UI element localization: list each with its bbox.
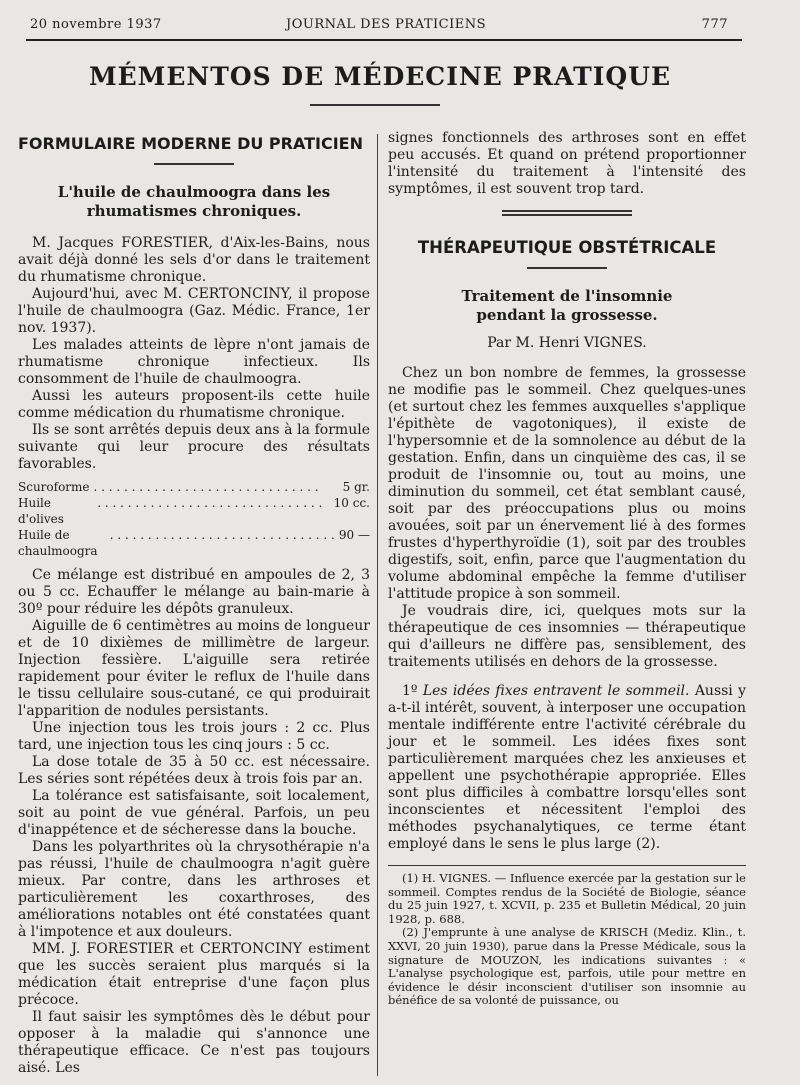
- footnote-rule: [388, 865, 746, 866]
- article-separator: [502, 210, 632, 216]
- paragraph: Une injection tous les trois jours : 2 cc. Plus tard, une injection tous les cinq jours : 5 cc.: [18, 720, 370, 753]
- paragraph: Ils se sont arrêtés depuis deux ans à la formule suivante qui leur procure des résultats favorables.: [18, 422, 370, 472]
- paragraph: La dose totale de 35 à 50 cc. est nécessaire. Les séries sont répétées deux à trois fois par an.: [18, 754, 370, 787]
- column-divider: [377, 134, 378, 1076]
- recipe-item: Huile de chaulmoogra: [18, 528, 98, 558]
- article-title-insomnie-2: pendant la grossesse.: [476, 306, 658, 324]
- point-number: 1º: [402, 683, 418, 699]
- paragraph: La tolérance est satisfaisante, soit localement, soit au point de vue général. Parfois, un peu d'inappétence et de sécheresse dans la bouche.: [18, 788, 370, 838]
- section-rule: [154, 163, 234, 165]
- section-rule: [527, 267, 607, 269]
- paragraph: Chez un bon nombre de femmes, la grossesse ne modifie pas le sommeil. Chez quelques-unes (et surtout chez les femmes auxquelles s'applique l'épithète de vagotoniques), il existe de l'hypersomnie et de la somnolence au début de la gestation. Enfin, dans un cinquième des cas, il se produit de l'insomnie ou, tout au moins, une diminution du sommeil, cet état semblant causé, soit par des préoccupations plus ou moins avouées, soit par un énervement lié à des formes frustes d'hyperthyroïdie (1), soit par des troubles digestifs, soit, enfin, parce que l'augmentation du volume abdominal empêche la femme d'utiliser l'attitude propice à son sommeil.: [388, 365, 746, 602]
- right-column: [388, 130, 746, 1008]
- recipe-table: [18, 479, 370, 559]
- paragraph: Dans les polyarthrites où la chrysothérapie n'a pas réussi, l'huile de chaulmoogra n'agit guère mieux. Par contre, dans les arthroses et particulièrement les coxarthroses, des améliorations notables ont été constatées quant à l'impotence et aux douleurs.: [18, 839, 370, 940]
- paragraph: Aujourd'hui, avec M. CERTONCINY, il propose l'huile de chaulmoogra (Gaz. Médic. France, 1er nov. 1937).: [18, 286, 370, 336]
- paragraph: MM. J. FORESTIER et CERTONCINY estiment que les succès seraient plus marqués si la médication était entreprise d'une façon plus précoce.: [18, 941, 370, 1008]
- footnote-2: (2) J'emprunte à une analyse de KRISCH (Mediz. Klin., t. XXVI, 20 juin 1930), parue dans la Presse Médicale, sous la signature de MOUZON, les indications suivantes : « L'analyse psychologique est, parfois, utile pour mettre en évidence le désir inconscient d'utiliser son insomnie au bénéfice de sa volonté de puissance, ou: [388, 925, 746, 1008]
- recipe-item: Huile d'olives: [18, 496, 64, 526]
- recipe-qty: 90 —: [338, 528, 370, 542]
- paragraph: Les malades atteints de lèpre n'ont jamais de rhumatisme chronique infectieux. Ils consomment de l'huile de chaulmoogra.: [18, 337, 370, 387]
- page-number: 777: [701, 17, 728, 32]
- header-rule: [26, 39, 742, 41]
- running-header: [30, 17, 742, 39]
- paragraph: Ce mélange est distribué en ampoules de 2, 3 ou 5 cc. Echauffer le mélange au bain-marie à 30º pour réduire les dépôts granuleux.: [18, 567, 370, 617]
- paragraph-point-1: [388, 683, 746, 853]
- section-title-formulaire: FORMULAIRE MODERNE DU PRATICIEN: [18, 134, 363, 153]
- recipe-item: Scuroforme: [18, 480, 90, 494]
- byline: Par M. Henri VIGNES.: [487, 335, 647, 351]
- footnote-1: (1) H. VIGNES. — Influence exercée par la gestation sur le sommeil. Comptes rendus de la Société de Biologie, séance du 25 juin 1927, t. XCVII, p. 235 et Bulletin Médical, 20 juin 1928, p. 688.: [388, 871, 746, 926]
- section-title-obstetricale: THÉRAPEUTIQUE OBSTÉTRICALE: [417, 238, 717, 257]
- article-title-insomnie-1: Traitement de l'insomnie: [461, 287, 673, 305]
- header-journal-name: JOURNAL DES PRATICIENS: [286, 17, 486, 32]
- header-date: 20 novembre 1937: [30, 17, 162, 32]
- recipe-qty: 5 gr.: [342, 480, 370, 494]
- recipe-row: Scuroforme . . . . . . . . . . . . . . . . . . . . . . . . . . . . . . 5 gr.: [18, 480, 370, 494]
- article-body-chaulmoogra: [18, 235, 370, 1077]
- paragraph: Aussi les auteurs proposent-ils cette huile comme médication du rhumatisme chronique.: [18, 388, 370, 421]
- paragraph: Je voudrais dire, ici, quelques mots sur la thérapeutique de ces insomnies — thérapeutique qui d'ailleurs ne diffère pas, sensiblement, des traitements utilisés en dehors de la grossesse.: [388, 603, 746, 670]
- title-rule: [310, 104, 440, 106]
- recipe-qty: 10 cc.: [333, 496, 370, 510]
- recipe-row: Huile de chaulmoogra . . . . . . . . . . . . . . . . . . . . . . . . . . . . . . 90 —: [18, 528, 370, 558]
- paragraph: Il faut saisir les symptômes dès le début pour opposer à la maladie qui s'annonce une thérapeutique efficace. Ce n'est pas toujours aisé. Les: [18, 1009, 370, 1076]
- page-title: MÉMENTOS DE MÉDECINE PRATIQUE: [88, 62, 672, 91]
- point-heading: Les idées fixes entravent le sommeil.: [422, 683, 690, 699]
- recipe-row: Huile d'olives . . . . . . . . . . . . . . . . . . . . . . . . . . . . . . 10 cc.: [18, 496, 370, 526]
- paragraph: Aiguille de 6 centimètres au moins de longueur et de 10 dixièmes de millimètre de largeur. Injection fessière. L'aiguille sera retirée rapidement pour éviter le reflux de l'huile dans le tissu cellulaire sous-cutané, ce qui produirait l'apparition de nodules persistants.: [18, 618, 370, 719]
- continued-paragraph: signes fonctionnels des arthroses sont en effet peu accusés. Et quand on prétend proportionner l'intensité du traitement à l'intensité des symptômes, il est souvent trop tard.: [388, 130, 746, 197]
- paragraph: M. Jacques FORESTIER, d'Aix-les-Bains, nous avait déjà donné les sels d'or dans le traitement du rhumatisme chronique.: [18, 235, 370, 285]
- article-title-chaulmoogra: L'huile de chaulmoogra dans les rhumatismes chroniques.: [57, 183, 331, 220]
- left-column: [18, 130, 370, 1077]
- point-text: Aussi y a-t-il intérêt, souvent, à interposer une occupation mentale indifférente entre l'activité cérébrale du jour et le sommeil. Les idées fixes sont particulièrement marquées chez les anxieuses et appellent une psychothérapie appropriée. Elles sont plus difficiles à combattre lorsqu'elles sont inconscientes et nécessitent l'emploi des méthodes psychanalytiques, ce terme étant employé dans le sens le plus large (2).: [388, 683, 747, 852]
